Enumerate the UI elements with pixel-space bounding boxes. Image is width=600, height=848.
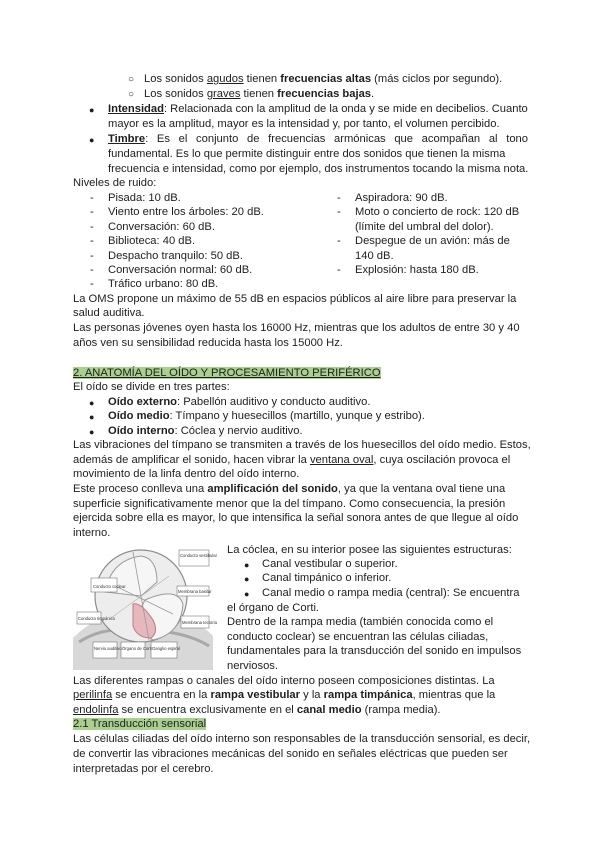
timbre-line-3: frecuencia e intensidad, como por ejemplo, dos instrumentos tocando la misma nota.: [108, 163, 529, 175]
amp-line-4: interno.: [73, 527, 111, 539]
intensidad-line-2: mayor es la amplitud, mayor es la intensidad y, por tanto, el volumen percibido.: [108, 118, 500, 130]
bullet-icon: ●: [244, 574, 250, 584]
dash-icon: -: [337, 206, 341, 218]
noise-left-item: Pisada: 10 dB.: [108, 192, 181, 204]
coclea-intro: La cóclea, en su interior posee las siguientes estructuras:: [227, 544, 512, 556]
transduccion-line-1: Las células ciliadas del oído interno son responsables de la transducción sensorial, es decir,: [73, 733, 531, 745]
freq-agudos: Los sonidos agudos tienen frecuencias altas (más ciclos por segundo).: [144, 73, 503, 85]
noise-heading: Niveles de ruido:: [73, 177, 157, 189]
vib-line-2: además de amplificar el sonido, hacen vibrar la ventana oval, cuya oscilación provoca el: [73, 454, 511, 466]
rampa-media-line: conducto coclear) se encuentran las células ciliadas,: [227, 631, 489, 643]
rampas-line-3: endolinfa se encuentra exclusivamente en el canal medio (rampa media).: [73, 704, 441, 716]
bullet-icon: ●: [89, 135, 95, 145]
coclea-corti: el órgano de Corti.: [227, 602, 320, 614]
dash-icon: -: [337, 235, 341, 247]
noise-right-item: Explosión: hasta 180 dB.: [355, 264, 479, 276]
amp-line-1: Este proceso conlleva una amplificación del sonido, ya que la ventana oval tiene una: [73, 483, 506, 495]
rampa-media-line: Dentro de la rampa media (también conocida como el: [227, 616, 494, 628]
ear-part-externo: Oído externo: Pabellón auditivo y conducto auditivo.: [108, 396, 371, 408]
noise-right-item: Aspiradora: 90 dB.: [355, 192, 448, 204]
coclea-item: Canal timpánico o inferior.: [262, 572, 392, 584]
bullet-icon: ●: [244, 560, 250, 570]
jovenes-line-1: Las personas jóvenes oyen hasta los 16000 Hz, mientras que los adultos de entre 30 y 40: [73, 322, 520, 334]
dash-icon: -: [337, 192, 341, 204]
figure-label: Nervio auditivo: [94, 646, 122, 651]
amp-line-3: ejercida sobre ella es mayor, lo que intensifica la señal sonora antes de que llegue al oído: [73, 512, 519, 524]
figure-label: Órgano de Corti: [122, 646, 152, 651]
figure-label: Conducto coclear: [93, 584, 126, 589]
section-2-heading: 2. ANATOMÍA DEL OÍDO Y PROCESAMIENTO PERIFÉRICO: [73, 367, 381, 379]
noise-left-item: Tráfico urbano: 80 dB.: [108, 278, 219, 290]
bullet-icon: ●: [89, 398, 95, 408]
circle-bullet-icon: ○: [128, 89, 135, 100]
figure-label: Membrana tectoria: [182, 620, 217, 625]
dash-icon: -: [90, 221, 94, 233]
figure-label: Ganglio espiral: [152, 646, 180, 651]
transduccion-line-2: de convertir las vibraciones mecánicas del sonido en señales eléctricas que pueden ser: [73, 748, 508, 760]
bullet-icon: ●: [244, 589, 250, 599]
dash-icon: -: [90, 250, 94, 262]
dash-icon: -: [337, 264, 341, 276]
noise-right-item-cont: 140 dB.: [355, 250, 394, 262]
dash-icon: -: [90, 235, 94, 247]
dash-icon: -: [90, 278, 94, 290]
vib-line-3: movimiento de la linfa dentro del oído interno.: [73, 468, 300, 480]
noise-right-item-cont: (límite del umbral del dolor).: [355, 221, 494, 233]
noise-right-item: Moto o concierto de rock: 120 dB: [355, 206, 520, 218]
timbre-line-1: Timbre: Es el conjunto de frecuencias armónicas que acompañan al tono: [108, 133, 528, 145]
ear-part-interno: Oído interno: Cóclea y nervio auditivo.: [108, 425, 303, 437]
freq-graves: Los sonidos graves tienen frecuencias bajas.: [144, 88, 375, 100]
section-2-intro: El oído se divide en tres partes:: [73, 381, 230, 393]
rampa-media-line: nerviosos.: [227, 660, 278, 672]
noise-left-item: Viento entre los árboles: 20 dB.: [108, 206, 264, 218]
circle-bullet-icon: ○: [128, 74, 135, 85]
dash-icon: -: [90, 206, 94, 218]
oms-line-2: salud auditiva.: [73, 307, 145, 319]
rampas-line-1: Las diferentes rampas o canales del oído interno poseen composiciones distintas. La: [73, 675, 495, 687]
bullet-icon: ●: [89, 105, 95, 115]
ear-part-medio: Oído medio: Tímpano y huesecillos (martillo, yunque y estribo).: [108, 410, 425, 422]
noise-left-item: Conversación normal: 60 dB.: [108, 264, 253, 276]
intensidad-line-1: Intensidad: Relacionada con la amplitud de la onda y se mide en decibelios. Cuanto: [108, 103, 528, 115]
rampa-media-line: fundamentales para la transducción del sonido en impulsos: [227, 645, 522, 657]
noise-left-item: Biblioteca: 40 dB.: [108, 235, 196, 247]
figure-label: Conducto vestibular: [180, 553, 218, 558]
vib-line-1: Las vibraciones del tímpano se transmiten a través de los huesecillos del oído medio. Estos,: [73, 439, 531, 451]
oms-line-1: La OMS propone un máximo de 55 dB en espacios públicos al aire libre para preservar la: [73, 293, 517, 305]
noise-left-item: Conversación: 60 dB.: [108, 221, 215, 233]
bullet-icon: ●: [89, 412, 95, 422]
section-2-1-heading: 2.1 Transducción sensorial: [73, 718, 207, 730]
dash-icon: -: [90, 192, 94, 204]
amp-line-2: superficie significativamente menor que la del tímpano. Como consecuencia, la presión: [73, 498, 506, 510]
jovenes-line-2: años ven su sensibilidad reducida hasta los 15000 Hz.: [73, 337, 343, 349]
coclea-item: Canal medio o rampa media (central): Se encuentra: [262, 587, 520, 599]
figure-label: Conducto timpánico: [78, 616, 116, 621]
figure-label: Membrana basilar: [178, 589, 212, 594]
cochlea-cross-section-figure: [73, 546, 218, 670]
transduccion-line-3: interpretadas por el cerebro.: [73, 763, 214, 775]
timbre-line-2: fundamental. Es lo que permite distinguir entre dos sonidos que tienen la misma: [108, 148, 506, 160]
noise-right-item: Despegue de un avión: más de: [355, 235, 510, 247]
bullet-icon: ●: [89, 427, 95, 437]
coclea-item: Canal vestibular o superior.: [262, 558, 398, 570]
dash-icon: -: [90, 264, 94, 276]
rampas-line-2: perilinfa se encuentra en la rampa vestibular y la rampa timpánica, mientras que la: [73, 689, 496, 701]
noise-left-item: Despacho tranquilo: 50 dB.: [108, 250, 243, 262]
